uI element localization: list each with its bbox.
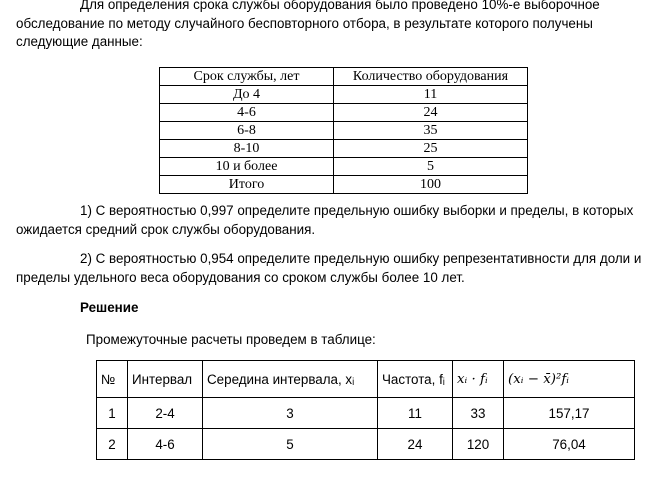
table-total-row bbox=[160, 176, 528, 194]
cell-count: 25 bbox=[334, 140, 528, 158]
cell-count: 11 bbox=[334, 86, 528, 104]
service-life-table bbox=[159, 67, 528, 194]
cell-frequency: 24 bbox=[378, 429, 453, 460]
cell-interval: 8-10 bbox=[160, 140, 334, 158]
solution-heading: Решение bbox=[80, 300, 139, 315]
table-row bbox=[160, 86, 528, 104]
cell-interval: 2-4 bbox=[128, 398, 203, 429]
table-row bbox=[97, 429, 635, 460]
question-1: 1) С вероятностью 0,997 определите предельную ошибку выборки и пределы, в которых ожидается средний срок службы оборудования. bbox=[16, 203, 634, 237]
cell-interval: 6-8 bbox=[160, 122, 334, 140]
header-interval: Интервал bbox=[128, 361, 203, 398]
cell-count: 5 bbox=[334, 158, 528, 176]
header-number: № bbox=[97, 361, 128, 398]
header-squared-deviation: (xᵢ − x̄)²fᵢ bbox=[504, 361, 635, 398]
cell-midpoint: 5 bbox=[203, 429, 378, 460]
header-product: xᵢ · fᵢ bbox=[453, 361, 504, 398]
cell-squared-deviation: 76,04 bbox=[504, 429, 635, 460]
cell-count: 35 bbox=[334, 122, 528, 140]
cell-count: 24 bbox=[334, 104, 528, 122]
cell-number: 1 bbox=[97, 398, 128, 429]
cell-midpoint: 3 bbox=[203, 398, 378, 429]
table-row bbox=[160, 140, 528, 158]
cell-product: 120 bbox=[453, 429, 504, 460]
cell-interval: 10 и более bbox=[160, 158, 334, 176]
intro-paragraph: Для определения срока службы оборудования было проведено 10%-е выборочное обследование по методу случайного бесповторного отбора, в результате которого получены следующие данные: bbox=[16, 0, 600, 49]
cell-interval: 4-6 bbox=[128, 429, 203, 460]
header-frequency: Частота, fᵢ bbox=[378, 361, 453, 398]
header-midpoint: Середина интервала, xᵢ bbox=[203, 361, 378, 398]
question-2: 2) С вероятностью 0,954 определите предельную ошибку репрезентативности для доли и пределы удельного веса оборудования со сроком службы более 10 лет. bbox=[16, 251, 642, 285]
table-row bbox=[97, 398, 635, 429]
cell-interval: 4-6 bbox=[160, 104, 334, 122]
table-header-row bbox=[160, 68, 528, 86]
calculation-intro: Промежуточные расчеты проведем в таблице: bbox=[86, 332, 376, 347]
header-service-life: Срок службы, лет bbox=[160, 68, 334, 86]
cell-total-value: 100 bbox=[334, 176, 528, 194]
table-row bbox=[160, 158, 528, 176]
cell-frequency: 11 bbox=[378, 398, 453, 429]
calculation-table bbox=[96, 360, 635, 460]
cell-interval: До 4 bbox=[160, 86, 334, 104]
cell-product: 33 bbox=[453, 398, 504, 429]
header-equipment-count: Количество оборудования bbox=[334, 68, 528, 86]
table-row bbox=[160, 104, 528, 122]
cell-total-label: Итого bbox=[160, 176, 334, 194]
calc-header-row bbox=[97, 361, 635, 398]
cell-squared-deviation: 157,17 bbox=[504, 398, 635, 429]
cell-number: 2 bbox=[97, 429, 128, 460]
table-row bbox=[160, 122, 528, 140]
